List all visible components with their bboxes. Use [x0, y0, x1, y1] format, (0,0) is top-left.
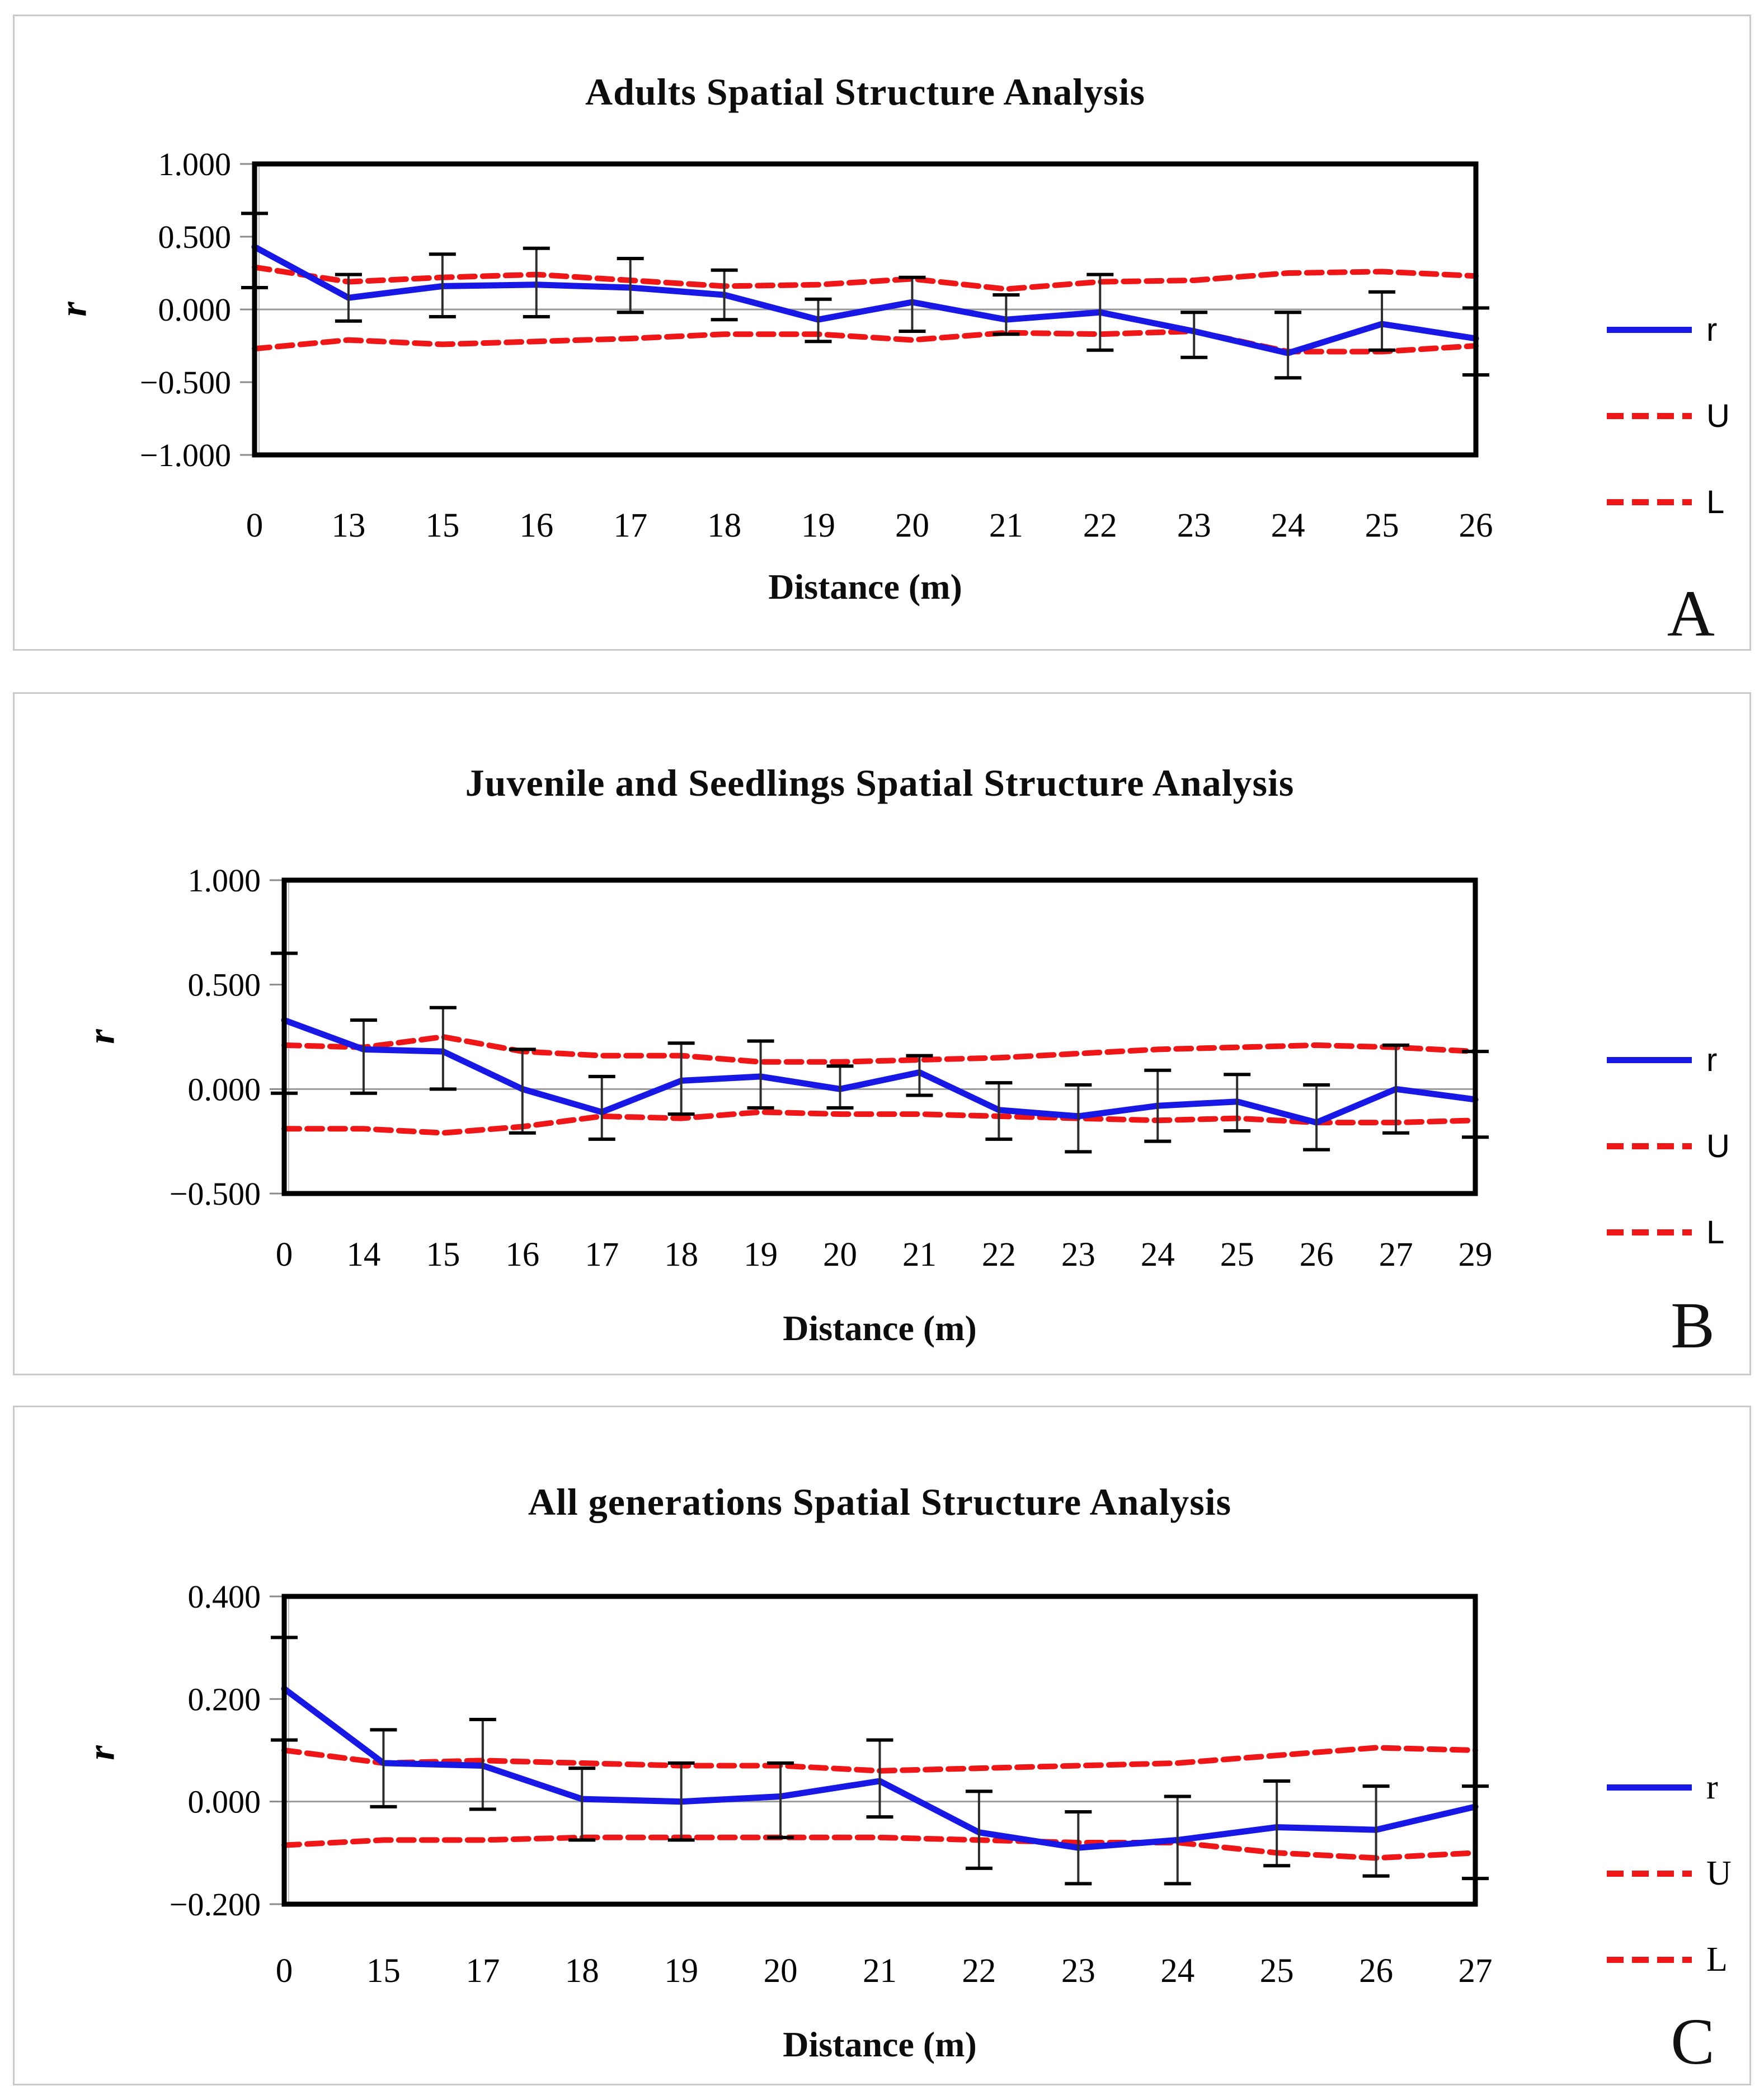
svg-text:18: 18 — [707, 507, 742, 544]
legend-label-r: r — [1706, 1041, 1718, 1078]
legend-label-lower: L — [1706, 483, 1725, 520]
legend-label-lower: L — [1706, 1214, 1725, 1251]
svg-text:17: 17 — [465, 1952, 500, 1990]
svg-text:25: 25 — [1365, 507, 1399, 544]
legend-label-r: r — [1706, 1768, 1718, 1806]
svg-text:22: 22 — [1083, 507, 1117, 544]
svg-text:27: 27 — [1458, 1952, 1493, 1990]
svg-text:−0.200: −0.200 — [169, 1886, 261, 1923]
panel-letter-a: A — [1667, 577, 1715, 650]
svg-text:20: 20 — [763, 1952, 798, 1990]
legend-label-upper: U — [1706, 1127, 1730, 1164]
panel-letter-b: B — [1671, 1289, 1715, 1362]
x-axis-title: Distance (m) — [768, 567, 962, 607]
svg-text:19: 19 — [801, 507, 836, 544]
legend — [1607, 1769, 1732, 1977]
svg-text:0.000: 0.000 — [187, 1071, 261, 1108]
legend-line-sample-lower — [1607, 1229, 1692, 1235]
svg-text:13: 13 — [331, 507, 366, 544]
svg-text:19: 19 — [744, 1236, 778, 1274]
legend-label-lower: L — [1706, 1940, 1728, 1979]
svg-text:1.000: 1.000 — [187, 862, 261, 899]
legend-line-sample-r — [1607, 1057, 1692, 1063]
svg-text:17: 17 — [585, 1236, 619, 1274]
legend-line-sample-upper — [1607, 1871, 1692, 1877]
svg-text:0.200: 0.200 — [187, 1681, 261, 1718]
svg-text:24: 24 — [1271, 507, 1305, 544]
svg-text:1.000: 1.000 — [158, 146, 231, 182]
svg-text:25: 25 — [1259, 1952, 1294, 1990]
svg-text:15: 15 — [426, 1236, 460, 1274]
y-axis-title: r — [79, 1029, 123, 1044]
svg-text:24: 24 — [1160, 1952, 1195, 1990]
legend-line-sample-upper — [1607, 1143, 1692, 1149]
legend-item-r — [1607, 312, 1730, 347]
legend-line-sample-r — [1607, 1784, 1692, 1791]
chart-title-all-generations: All generations Spatial Structure Analysis — [528, 1481, 1232, 1523]
legend-label-r: r — [1706, 311, 1718, 348]
chart-title-adults: Adults Spatial Structure Analysis — [585, 71, 1145, 113]
legend-line-sample-lower — [1607, 1957, 1692, 1963]
svg-text:0.400: 0.400 — [187, 1578, 261, 1615]
legend — [1607, 312, 1730, 520]
svg-text:18: 18 — [565, 1952, 599, 1990]
svg-text:18: 18 — [664, 1236, 699, 1274]
svg-text:23: 23 — [1177, 507, 1211, 544]
svg-text:0: 0 — [275, 1236, 293, 1274]
legend-item-lower — [1607, 1942, 1732, 1977]
svg-text:21: 21 — [989, 507, 1023, 544]
y-axis-title: r — [51, 302, 95, 317]
svg-text:20: 20 — [823, 1236, 858, 1274]
svg-text:15: 15 — [425, 507, 460, 544]
x-axis-title: Distance (m) — [783, 1308, 977, 1348]
svg-text:0.500: 0.500 — [158, 219, 231, 255]
legend-label-upper: U — [1706, 397, 1730, 434]
svg-text:20: 20 — [895, 507, 929, 544]
svg-text:26: 26 — [1359, 1952, 1394, 1990]
svg-text:16: 16 — [505, 1236, 540, 1274]
svg-text:−0.500: −0.500 — [169, 1176, 261, 1212]
legend-item-upper — [1607, 1855, 1732, 1891]
legend — [1607, 1042, 1730, 1250]
svg-text:24: 24 — [1140, 1236, 1175, 1274]
legend-item-r — [1607, 1042, 1730, 1078]
svg-text:0.000: 0.000 — [158, 292, 231, 328]
legend-item-upper — [1607, 1128, 1730, 1164]
svg-text:26: 26 — [1299, 1236, 1334, 1274]
x-axis-title: Distance (m) — [783, 2024, 977, 2064]
legend-item-r — [1607, 1769, 1732, 1805]
svg-text:19: 19 — [664, 1952, 699, 1990]
svg-text:22: 22 — [981, 1236, 1016, 1274]
panel-adults — [13, 15, 1751, 651]
svg-text:29: 29 — [1458, 1236, 1493, 1274]
legend-item-upper — [1607, 398, 1730, 434]
svg-text:27: 27 — [1379, 1236, 1413, 1274]
svg-text:0.500: 0.500 — [187, 966, 261, 1003]
svg-text:26: 26 — [1459, 507, 1493, 544]
svg-text:22: 22 — [962, 1952, 996, 1990]
svg-text:23: 23 — [1061, 1952, 1095, 1990]
y-axis-title: r — [79, 1745, 123, 1760]
legend-line-sample-upper — [1607, 413, 1692, 419]
svg-text:23: 23 — [1061, 1236, 1095, 1274]
chart-plot-adults — [15, 16, 1749, 649]
svg-text:15: 15 — [366, 1952, 401, 1990]
svg-text:−0.500: −0.500 — [139, 364, 231, 401]
svg-text:0: 0 — [246, 507, 264, 544]
svg-text:0.000: 0.000 — [187, 1783, 261, 1820]
svg-text:25: 25 — [1220, 1236, 1254, 1274]
svg-text:14: 14 — [346, 1236, 381, 1274]
chart-plot-all-generations — [15, 1407, 1749, 2084]
svg-text:16: 16 — [519, 507, 554, 544]
chart-plot-juvenile — [15, 694, 1749, 1374]
legend-line-sample-r — [1607, 327, 1692, 333]
svg-text:21: 21 — [863, 1952, 897, 1990]
panel-juvenile-seedlings — [13, 692, 1751, 1375]
svg-text:−1.000: −1.000 — [139, 437, 231, 473]
panel-all-generations — [13, 1406, 1751, 2085]
svg-text:0: 0 — [275, 1952, 293, 1990]
legend-label-upper: U — [1706, 1854, 1732, 1892]
svg-text:17: 17 — [613, 507, 648, 544]
svg-text:21: 21 — [902, 1236, 937, 1274]
legend-item-lower — [1607, 484, 1730, 520]
chart-title-juvenile: Juvenile and Seedlings Spatial Structure Analysis — [465, 762, 1295, 804]
legend-line-sample-lower — [1607, 499, 1692, 505]
legend-item-lower — [1607, 1214, 1730, 1250]
panel-letter-c: C — [1671, 2005, 1715, 2078]
